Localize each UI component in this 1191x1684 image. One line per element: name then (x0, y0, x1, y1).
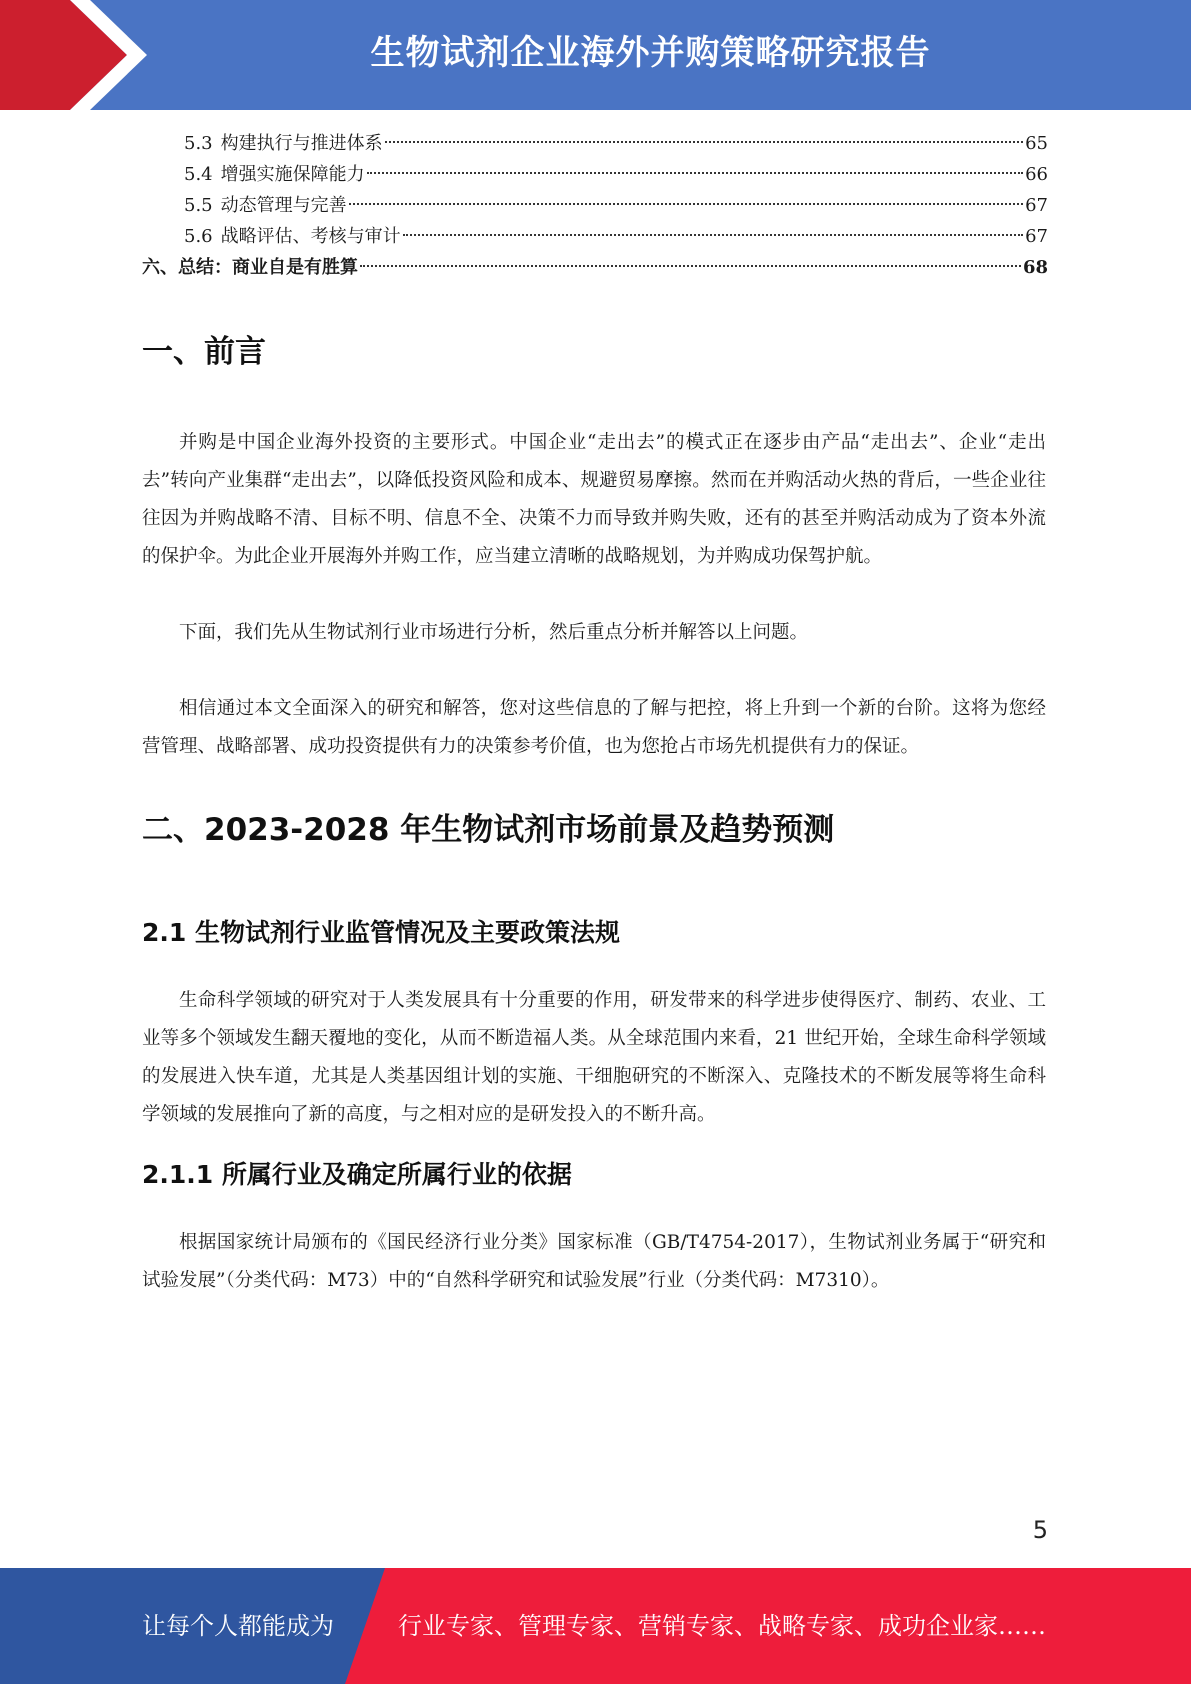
toc-entry-page: 67 (1025, 195, 1048, 216)
paragraph: 并购是中国企业海外投资的主要形式。中国企业“走出去”的模式正在逐步由产品“走出去”、企业“走出去”转向产业集群“走出去”，以降低投资风险和成本、规避贸易摩擦。然而在并购活动火热的背后，一些企业往往因为并购战略不清、目标不明、信息不全、决策不力而导致并购失败，还有的甚至并购活动成为了资本外流的保护伞。为此企业开展海外并购工作，应当建立清晰的战略规划，为并购成功保驾护航。 (142, 432, 1046, 567)
toc-entry-page: 66 (1025, 164, 1048, 185)
toc-entry-page: 68 (1022, 257, 1048, 278)
toc-entry-label: 动态管理与完善 (220, 195, 347, 216)
toc-entry-number: 5.6 (184, 226, 213, 247)
toc-leader-dots (360, 265, 1021, 267)
document-body (142, 320, 1046, 1300)
toc-entry-number: 5.5 (184, 195, 213, 216)
toc-entry-number: 5.4 (184, 164, 213, 185)
toc-entry[interactable] (142, 190, 1048, 221)
page-footer (0, 1568, 1191, 1684)
toc-entry[interactable] (142, 252, 1048, 283)
section-heading-preface: 一、前言 (142, 334, 266, 370)
toc-entry[interactable] (142, 221, 1048, 252)
page-header (0, 0, 1191, 110)
toc-entry[interactable] (142, 159, 1048, 190)
section-heading-forecast: 二、2023-2028 年生物试剂市场前景及趋势预测 (142, 812, 835, 848)
paragraph: 下面，我们先从生物试剂行业市场进行分析，然后重点分析并解答以上问题。 (179, 622, 809, 643)
subsection-heading: 2.1 生物试剂行业监管情况及主要政策法规 (142, 918, 620, 947)
toc-entry-label: 六、总结：商业自是有胜算 (142, 257, 358, 278)
toc-leader-dots (349, 203, 1023, 205)
toc-entry-label: 增强实施保障能力 (220, 164, 365, 185)
toc-entry-page: 65 (1025, 133, 1048, 154)
page-number: 5 (1032, 1516, 1048, 1544)
toc-leader-dots (385, 141, 1023, 143)
toc-leader-dots (367, 172, 1023, 174)
subsection-heading: 2.1.1 所属行业及确定所属行业的依据 (142, 1160, 572, 1189)
header-chevron-graphic (0, 0, 160, 110)
footer-roles: 行业专家、管理专家、营销专家、战略专家、成功企业家…… (398, 1612, 1046, 1640)
footer-slogan: 让每个人都能成为 (142, 1612, 334, 1640)
paragraph: 生命科学领域的研究对于人类发展具有十分重要的作用，研发带来的科学进步使得医疗、制药、农业、工业等多个领域发生翻天覆地的变化，从而不断造福人类。从全球范围内来看，21 世纪开始，全球生命科学领域的发展进入快车道，尤其是人类基因组计划的实施、干细胞研究的不断深入、克隆技术的不断发展等将生命科学领域的发展推向了新的高度，与之相对应的是研发投入的不断升高。 (142, 990, 1046, 1125)
toc-entry-number: 5.3 (184, 133, 213, 154)
toc-leader-dots (403, 234, 1023, 236)
toc-entry-label: 战略评估、考核与审计 (220, 226, 401, 247)
toc-entry-label: 构建执行与推进体系 (220, 133, 383, 154)
report-title: 生物试剂企业海外并购策略研究报告 (370, 33, 931, 73)
toc-entry-page: 67 (1025, 226, 1048, 247)
paragraph: 相信通过本文全面深入的研究和解答，您对这些信息的了解与把控，将上升到一个新的台阶。这将为您经营管理、战略部署、成功投资提供有力的决策参考价值，也为您抢占市场先机提供有力的保证。 (142, 698, 1046, 757)
table-of-contents (142, 128, 1048, 283)
toc-entry[interactable] (142, 128, 1048, 159)
paragraph: 根据国家统计局颁布的《国民经济行业分类》国家标准（GB/T4754-2017），生物试剂业务属于“研究和试验发展”（分类代码：M73）中的“自然科学研究和试验发展”行业（分类代码：M7310）。 (142, 1232, 1046, 1291)
